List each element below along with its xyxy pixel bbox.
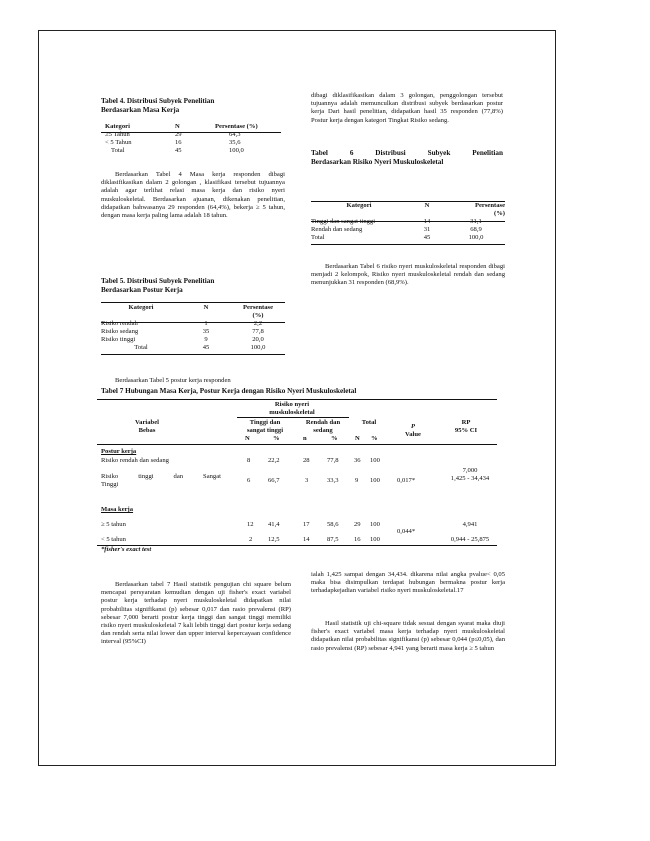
table-rule: [101, 302, 285, 303]
rp-masa-ci: 0,944 - 25,875: [450, 536, 490, 543]
p-value-masa: 0,044*: [397, 528, 416, 535]
column-header-variabel: Variabel Bebas: [135, 419, 159, 434]
cell: 41,4: [268, 521, 280, 528]
table-rule: [311, 244, 505, 245]
table-header: Kategori: [128, 304, 154, 311]
table-row: Tinggi dan sangat tinggi 14 31,1: [311, 218, 482, 225]
sub-header-n1: N: [245, 435, 250, 442]
row-label: < 5 tahun: [101, 536, 126, 543]
column-header-tinggi: Tinggi dan sangat tinggi: [246, 419, 284, 434]
rp-masa-upper: 4,941: [462, 521, 478, 528]
table-header: N: [175, 123, 180, 130]
cell: 14: [303, 536, 310, 543]
table-rule: [97, 545, 497, 546]
cell: 100: [370, 536, 380, 543]
table-rule: [101, 354, 285, 355]
section-masa-kerja: Masa kerja: [101, 506, 134, 513]
paragraph: ialah 1,425 sampai dengan 34,434. dikarena nilai angka pvalue< 0,05 maka bisa disimpulkan terdapat hubungan bermakna postur kerja terhadapkejadian variabel risiko nyeri muskuloskeletal.17: [311, 571, 505, 595]
table-header: Kategori: [346, 202, 372, 209]
column-header-total: Total: [361, 419, 377, 426]
column-header-rp: RP 95% CI: [454, 419, 478, 434]
p-value-postur: 0,017*: [397, 477, 416, 484]
table-4: [105, 123, 273, 155]
table-footnote: *fisher's exact test: [101, 546, 152, 553]
row-label: Risiko tinggi dan Sangat Tinggi: [101, 473, 221, 488]
table-header: Persentase (%): [474, 202, 505, 217]
table-row: < 5 Tahun 16 35,6: [105, 139, 241, 146]
sub-header-n2: n: [303, 435, 307, 442]
column-header-risiko: Risiko nyeri muskuloskeletal: [269, 401, 315, 416]
paragraph: Berdasarkan Tabel 6 risiko nyeri muskuloskeletal responden dibagi menjadi 2 kelompok, Risiko nyeri muskuloskeletal rendah dan sedang menunjukkan 31 responden (68,9%).: [311, 263, 505, 287]
cell: 9: [355, 477, 359, 484]
cell: 33,3: [327, 477, 339, 484]
column-header-rendah: Rendah dan sedang: [305, 419, 341, 434]
cell: 28: [303, 457, 310, 464]
cell: 36: [354, 457, 361, 464]
row-label: ≥ 5 tahun: [101, 521, 126, 528]
table-row: Total 45 100,0: [134, 344, 266, 351]
paragraph: Hasil statistik uji chi-square tidak sesuai dengan syarat maka diuji fisher's exact variabel masa kerja terhadap nyeri muskuloskeletal didapatkan nilai probabilitas signifikansi (p) sebesar 0,044 (p≤0,05), dan rasio prevalensi (RP) sebesar 4,941 yang berarti masa kerja ≥ 5 tahun: [311, 620, 505, 652]
cell: 3: [305, 477, 309, 484]
cell: 77,8: [327, 457, 339, 464]
table-row: Total 45 100,0: [111, 147, 244, 154]
table-7: [97, 401, 497, 581]
cell: 17: [303, 521, 310, 528]
table-rule: [97, 399, 497, 400]
table-row: ≥5 Tahun 29 64,3: [105, 131, 241, 138]
table-row: Risiko sedang 35 77,8: [101, 328, 264, 335]
table-row: Risiko tinggi 9 20,0: [101, 336, 264, 343]
table-row: Risiko rendah 1 2,2: [101, 320, 263, 327]
paragraph: dibagi diklasifikasikan dalam 3 golongan, penggolongan tersebut tujuannya adalah memunculkan distribusi subyek berdasarkan postur kerja Dari hasil penelitian, didapatkan hasil 35 responden (77,8%) Postur kerja dengan kategori Tingkat Risiko sedang.: [311, 92, 503, 124]
table-header: Persentase (%): [215, 123, 258, 130]
sub-header-pct2: %: [331, 435, 338, 442]
table-row: Rendah dan sedang 31 68,9: [311, 226, 482, 233]
table-rule: [97, 444, 497, 445]
column-header-p: P Value: [405, 423, 421, 438]
cell: 22,2: [268, 457, 280, 464]
cell: 12,5: [268, 536, 280, 543]
cell: 87,5: [327, 536, 339, 543]
paragraph: Berdasarkan tabel 7 Hasil statistik pengujian chi square belum mencapai persyaratan kemudian dengan uji fisher's exact variabel postur kerja terhadap nyeri muskuloskeletal didapatkan nilai probabilitas signifikansi (p) sebesar 0,017 dan rasio prevalensi (RP) sebesar 7,000 berarti postur kerja tinggi dan sangat tinggi memiliki risiko nyeri muskuloskeletal 7 kali lebih tinggi dari postur kerja sedang dan rendah serta nilai lower dan upper interval kepercayaan confidence interval (95%CI): [101, 581, 291, 646]
paper-page: [38, 30, 556, 766]
table-7-caption: Tabel 7 Hubungan Masa Kerja, Postur Kerja dengan Risiko Nyeri Muskuloskeletal: [101, 387, 357, 395]
paragraph: Berdasarkan Tabel 5 postur kerja responden: [115, 377, 231, 384]
table-header: Kategori: [105, 123, 130, 130]
table-header: N: [203, 304, 209, 311]
cell: 12: [247, 521, 254, 528]
table-rule: [101, 322, 285, 323]
cell: 29: [354, 521, 361, 528]
table-row: Total 45 100,0: [311, 234, 484, 241]
cell: 16: [354, 536, 361, 543]
row-label: Risiko rendah dan sedang: [101, 457, 169, 464]
sub-header-pct1: %: [273, 435, 280, 442]
table-5-caption: Tabel 5. Distribusi Subyek Penelitian Berdasarkan Postur Kerja: [101, 277, 215, 294]
cell: 6: [247, 477, 251, 484]
cell: 100: [370, 521, 380, 528]
cell: 66,7: [268, 477, 280, 484]
table-6: [311, 202, 505, 242]
table-rule: [311, 221, 505, 222]
paragraph: Berdasarkan Tabel 4 Masa kerja responden dibagi diklasifikasikan dalam 2 golongan , klasifikasi tersebut tujuannya adalah agar terlihat relasi masa kerja dan risiko nyeri muskuloskeletal. Berdasarkan ajuanan, dikenakan penelitian, didapatkan bahwasanya 29 responden (64,4%), bekerja ≥ 5 tahun, dengan masa kerja paling lama adalah 18 tahun.: [101, 171, 285, 220]
table-4-caption: Tabel 4. Distribusi Subyek Penelitian Berdasarkan Masa Kerja: [101, 97, 215, 114]
rp-postur: 7,000 1,425 - 34,434: [450, 467, 490, 482]
cell: 100: [370, 457, 380, 464]
cell: 100: [370, 477, 380, 484]
table-header: N: [424, 202, 430, 209]
cell: 2: [249, 536, 253, 543]
table-rule: [101, 132, 281, 133]
table-rule: [237, 417, 349, 418]
table-6-caption: Tabel 6 Distribusi Subyek Penelitian Berdasarkan Risiko Nyeri Muskuloskeletal: [311, 149, 503, 166]
cell: 58,6: [327, 521, 339, 528]
section-postur-kerja: Postur kerja: [101, 448, 137, 455]
table-5: [101, 304, 285, 352]
cell: 8: [247, 457, 251, 464]
sub-header-pct3: %: [371, 435, 378, 442]
table-header: Persentase (%): [242, 304, 274, 319]
sub-header-n3: N: [355, 435, 360, 442]
